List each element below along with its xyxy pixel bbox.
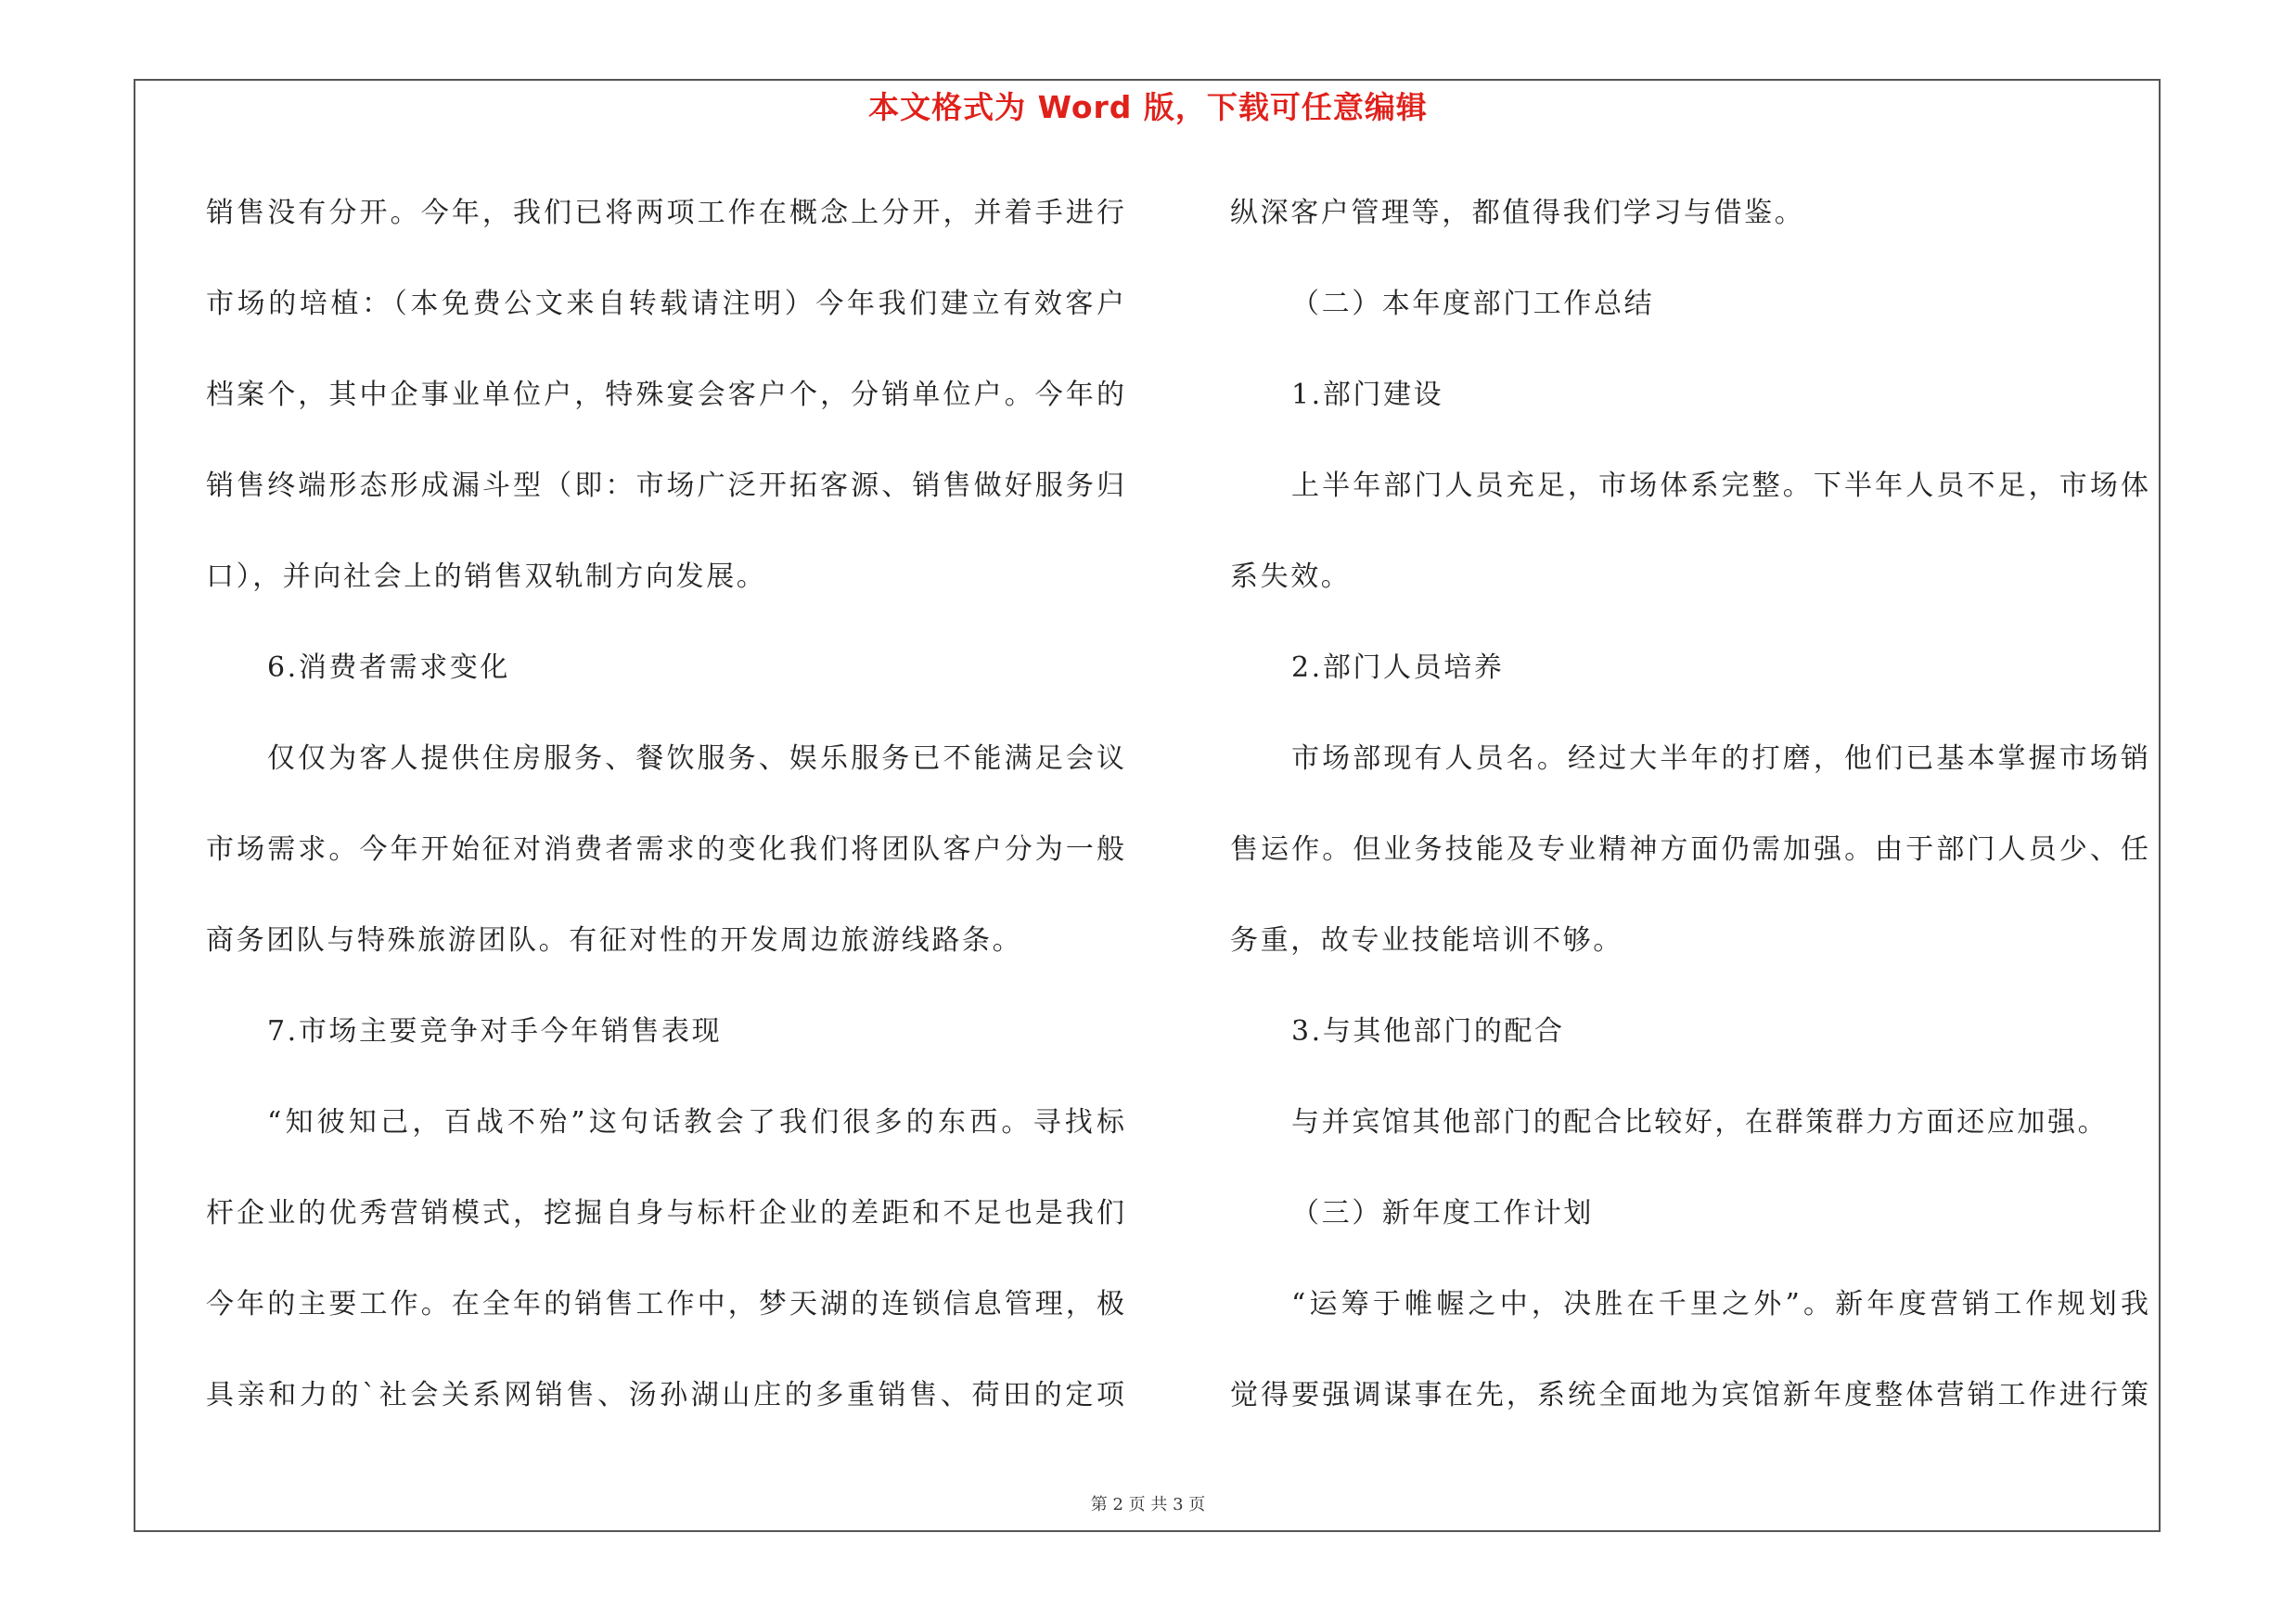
text-line: 与并宾馆其他部门的配合比较好，在群策群力方面还应加强。 — [1291, 1106, 2109, 1139]
text-line: 系失效。 — [1230, 560, 1352, 593]
text-line: 2.部门人员培养 — [1291, 651, 1505, 684]
text-line: “运筹于帷幄之中，决胜在千里之外”。新年度营销工作规划我 — [1291, 1288, 2148, 1320]
text-line: 觉得要强调谋事在先，系统全面地为宾馆新年度整体营销工作进行策 — [1230, 1379, 2148, 1411]
right-text-column — [1230, 186, 2148, 1459]
text-line: 6.消费者需求变化 — [267, 651, 511, 684]
text-line: “知彼知己，百战不殆”这句话教会了我们很多的东西。寻找标 — [267, 1106, 1124, 1139]
text-line: 销售没有分开。今年，我们已将两项工作在概念上分开，并着手进行 — [206, 197, 1124, 229]
text-line: 口），并向社会上的销售双轨制方向发展。 — [206, 560, 767, 593]
text-line: 具亲和力的`社会关系网销售、汤孙湖山庄的多重销售、荷田的定项 — [206, 1379, 1124, 1411]
text-line: 商务团队与特殊旅游团队。有征对性的开发周边旅游线路条。 — [206, 924, 1023, 957]
text-line: 销售终端形态形成漏斗型（即：市场广泛开拓客源、销售做好服务归 — [206, 470, 1124, 502]
text-line: 杆企业的优秀营销模式，挖掘自身与标杆企业的差距和不足也是我们 — [206, 1197, 1124, 1230]
text-line: 7.市场主要竞争对手今年销售表现 — [267, 1015, 723, 1048]
text-line: 3.与其他部门的配合 — [1291, 1015, 1565, 1048]
text-line: （二）本年度部门工作总结 — [1291, 288, 1655, 320]
text-line: 档案个，其中企事业单位户，特殊宴会客户个，分销单位户。今年的 — [206, 379, 1124, 411]
text-line: 售运作。但业务技能及专业精神方面仍需加强。由于部门人员少、任 — [1230, 833, 2148, 866]
text-line: （三）新年度工作计划 — [1291, 1197, 1594, 1230]
text-line: 市场的培植：（本免费公文来自转载请注明）今年我们建立有效客户 — [206, 288, 1124, 320]
text-line: 纵深客户管理等，都值得我们学习与借鉴。 — [1230, 197, 1805, 229]
text-line: 1.部门建设 — [1291, 379, 1444, 411]
page-number-footer: 第 2 页 共 3 页 — [1090, 1495, 1206, 1514]
left-text-column — [206, 186, 1124, 1459]
text-line: 上半年部门人员充足，市场体系完整。下半年人员不足，市场体 — [1291, 470, 2148, 502]
text-line: 市场需求。今年开始征对消费者需求的变化我们将团队客户分为一般 — [206, 833, 1124, 866]
text-line: 务重，故专业技能培训不够。 — [1230, 924, 1623, 957]
text-line: 市场部现有人员名。经过大半年的打磨，他们已基本掌握市场销 — [1291, 742, 2148, 775]
text-line: 仅仅为客人提供住房服务、餐饮服务、娱乐服务已不能满足会议 — [267, 742, 1124, 775]
text-line: 今年的主要工作。在全年的销售工作中，梦天湖的连锁信息管理，极 — [206, 1288, 1124, 1320]
format-notice-banner: 本文格式为 Word 版，下载可任意编辑 — [868, 89, 1428, 125]
